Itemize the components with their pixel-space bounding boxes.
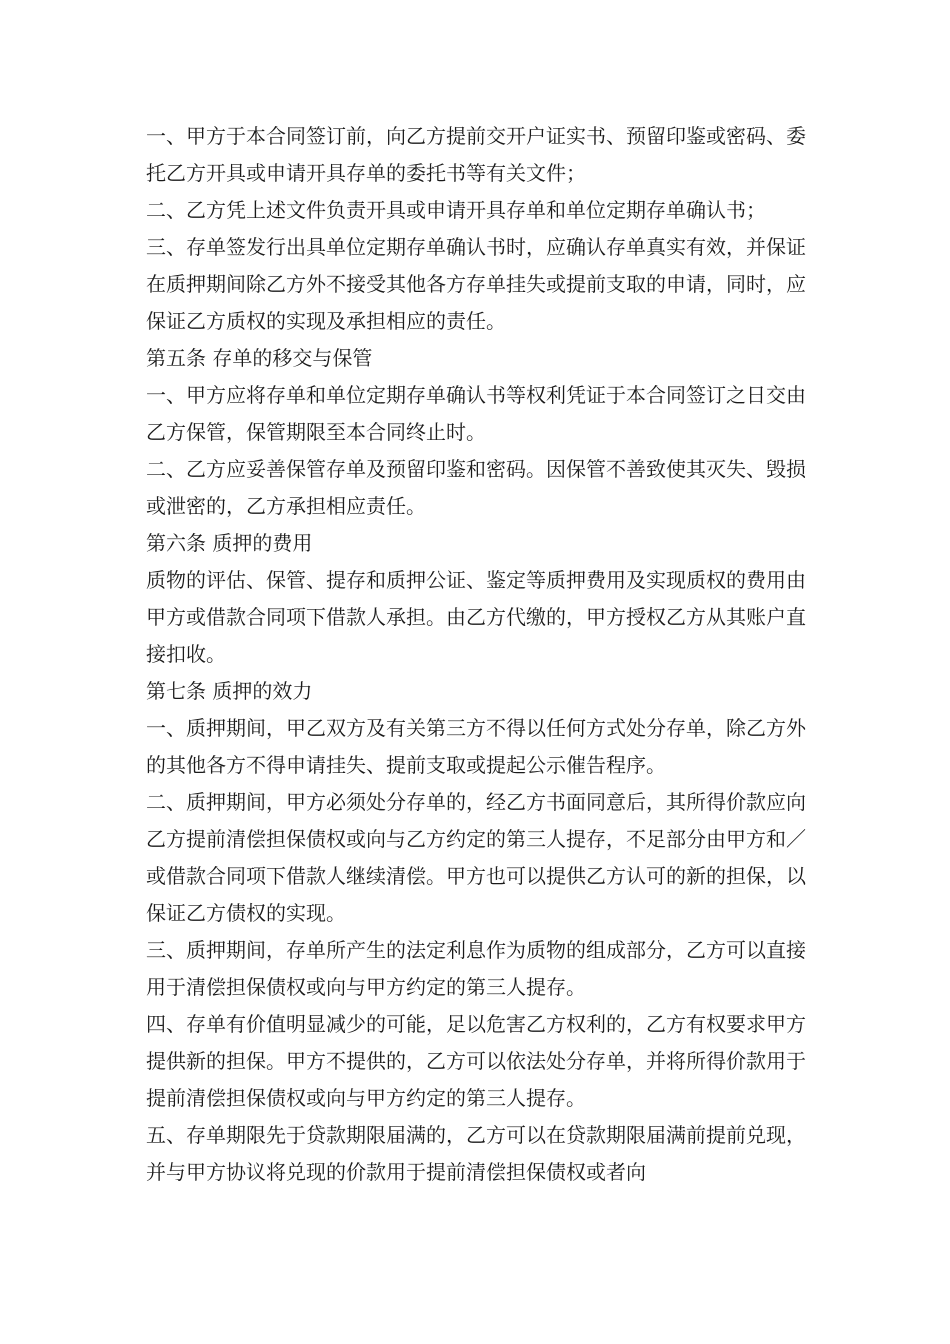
clause-paragraph: 一、甲方应将存单和单位定期存单确认书等权利凭证于本合同签订之日交由乙方保管，保管期限至本合同终止时。 [146,383,806,444]
document-page [146,118,806,1191]
clause-paragraph: 三、存单签发行出具单位定期存单确认书时，应确认存单真实有效，并保证在质押期间除乙方外不接受其他各方存单挂失或提前支取的申请，同时，应保证乙方质权的实现及承担相应的责任。 [146,235,806,333]
clause-paragraph: 二、质押期间，甲方必须处分存单的，经乙方书面同意后，其所得价款应向乙方提前清偿担保债权或向与乙方约定的第三人提存，不足部分由甲方和／或借款合同项下借款人继续清偿。甲方也可以提供乙方认可的新的担保，以保证乙方债权的实现。 [146,790,806,925]
clause-paragraph: 二、乙方应妥善保管存单及预留印鉴和密码。因保管不善致使其灭失、毁损或泄密的，乙方承担相应责任。 [146,457,806,518]
clause-paragraph: 三、质押期间，存单所产生的法定利息作为质物的组成部分，乙方可以直接用于清偿担保债权或向与甲方约定的第三人提存。 [146,938,806,999]
article-heading: 第七条 质押的效力 [146,679,313,703]
clause-paragraph: 四、存单有价值明显减少的可能，足以危害乙方权利的，乙方有权要求甲方提供新的担保。甲方不提供的，乙方可以依法处分存单，并将所得价款用于提前清偿担保债权或向与甲方约定的第三人提存。 [146,1012,806,1110]
clause-paragraph: 质物的评估、保管、提存和质押公证、鉴定等质押费用及实现质权的费用由甲方或借款合同项下借款人承担。由乙方代缴的，甲方授权乙方从其账户直接扣收。 [146,568,806,666]
clause-paragraph: 五、存单期限先于贷款期限届满的，乙方可以在贷款期限届满前提前兑现，并与甲方协议将兑现的价款用于提前清偿担保债权或者向 [146,1123,806,1184]
clause-paragraph: 一、甲方于本合同签订前，向乙方提前交开户证实书、预留印鉴或密码、委托乙方开具或申请开具存单的委托书等有关文件； [146,124,806,185]
clause-paragraph: 一、质押期间，甲乙双方及有关第三方不得以任何方式处分存单，除乙方外的其他各方不得申请挂失、提前支取或提起公示催告程序。 [146,716,806,777]
clause-paragraph: 二、乙方凭上述文件负责开具或申请开具存单和单位定期存单确认书； [146,198,766,222]
article-heading: 第五条 存单的移交与保管 [146,346,373,370]
article-heading: 第六条 质押的费用 [146,531,313,555]
